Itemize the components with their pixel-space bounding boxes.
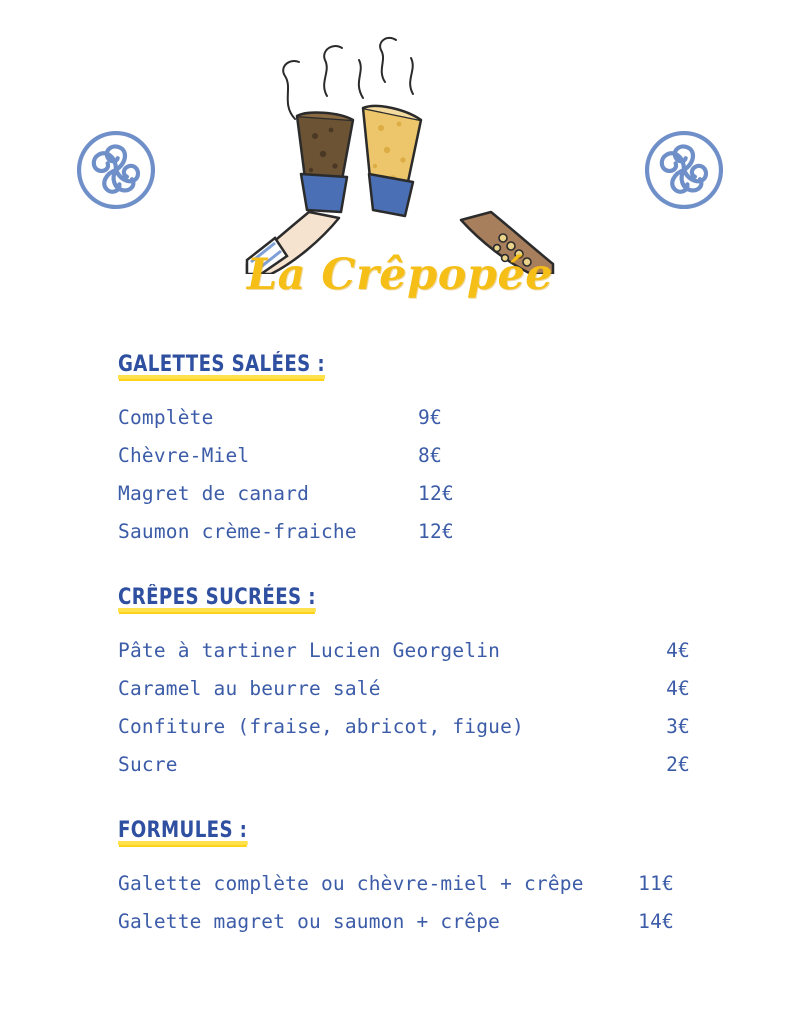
menu-header [0, 0, 800, 330]
menu-item-list [118, 399, 744, 551]
menu-item-list [118, 865, 674, 941]
menu-item [118, 708, 690, 746]
menu-item-name: Pâte à tartiner Lucien Georgelin [118, 639, 501, 663]
menu-item-list [118, 632, 690, 784]
menu-item-price: 12€ [418, 482, 454, 506]
menu-item [118, 746, 690, 784]
menu-item-price: 14€ [638, 910, 674, 934]
menu-item-name: Complète [118, 406, 214, 429]
menu-item-price: 2€ [666, 753, 690, 777]
menu-item-price: 11€ [638, 872, 674, 896]
section-heading-galettes-salees: GALETTES SALÉES : [118, 352, 325, 377]
menu-item [118, 903, 674, 941]
menu-item [118, 670, 690, 708]
menu-item-name: Saumon crème-fraiche [118, 520, 357, 544]
crepes-illustration [235, 24, 565, 274]
menu-item [118, 865, 674, 903]
menu-item-price: 8€ [418, 444, 442, 468]
triskelion-icon-right [642, 128, 726, 212]
section-heading-crepes-sucrees: CRÊPES SUCRÉES : [118, 585, 316, 611]
menu-item [118, 513, 744, 551]
menu-item [118, 632, 690, 670]
triskelion-icon-left [74, 128, 158, 212]
brand-title: La Crêpopée [246, 250, 554, 300]
menu-item-price: 4€ [666, 677, 690, 701]
menu-item-price: 12€ [418, 520, 454, 544]
menu-item-price: 4€ [666, 639, 690, 663]
menu-item-name: Caramel au beurre salé [118, 677, 381, 701]
menu-item-name: Sucre [118, 753, 178, 777]
menu-section-galettes-salees [118, 352, 744, 551]
menu-item-name: Confiture (fraise, abricot, figue) [118, 715, 524, 739]
menu-item [118, 437, 744, 475]
menu-item-price: 3€ [666, 715, 690, 739]
menu-item-name: Galette magret ou saumon + crêpe [118, 910, 501, 934]
menu-section-crepes-sucrees [118, 585, 744, 784]
menu-section-formules [118, 818, 744, 941]
menu-item [118, 399, 744, 437]
menu-item-price: 9€ [418, 406, 442, 429]
menu-item-name: Chèvre-Miel [118, 444, 250, 468]
menu-item-name: Magret de canard [118, 482, 310, 506]
section-heading-formules: FORMULES : [118, 818, 248, 844]
menu-item [118, 475, 744, 513]
menu-body [0, 352, 800, 941]
menu-item-name: Galette complète ou chèvre-miel + crêpe [118, 872, 584, 896]
